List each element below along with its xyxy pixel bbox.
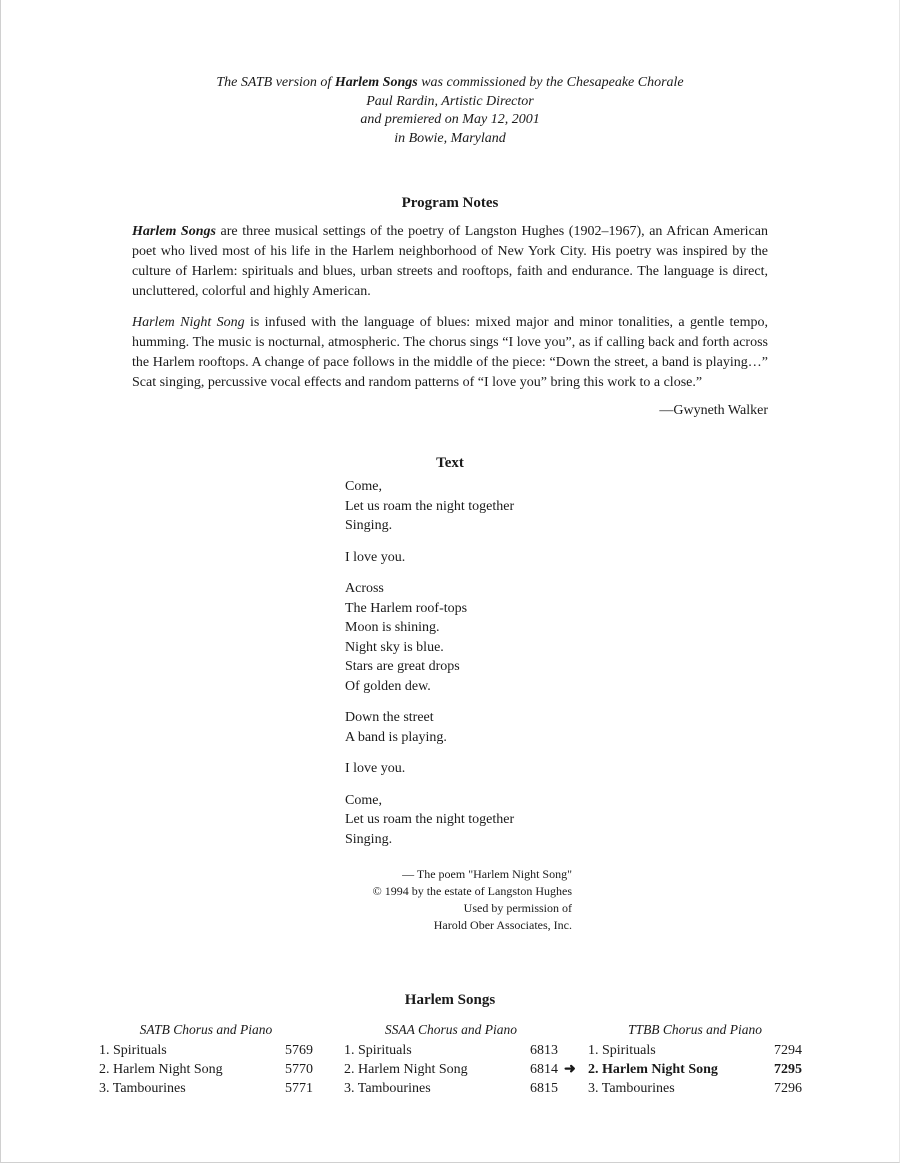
program-notes-paragraph-2: Harlem Night Song is infused with the language of blues: mixed major and minor tonalities, a gentle tempo, humming. The music is nocturnal, atmospheric. The chorus sings “I love you”, as if calling back and forth across the Harlem rooftops. A change of pace follows in the middle of the piece: “Down the street, a band is playing…” Scat singing, percussive vocal effects and random patterns of “I love you” bring this work to a close.” xyxy=(132,315,768,390)
poem-stanza xyxy=(345,791,514,850)
program-notes-paragraph-1: Harlem Songs are three musical settings of the poetry of Langston Hughes (1902–1967), an African American poet who lived most of his life in the Harlem neighborhood of New York City. His poetry was inspired by the culture of Harlem: spirituals and blues, urban streets and rooftops, faith and endurance. The language is direct, uncluttered, colorful and highly American. xyxy=(132,224,768,299)
poem-line: Down the street xyxy=(345,710,434,725)
catalog-number: 6814 xyxy=(530,1062,558,1077)
poem-stanza xyxy=(345,548,514,568)
song-title: 3. Tambourines xyxy=(588,1081,675,1096)
song-title: 1. Spirituals xyxy=(344,1043,412,1058)
column-title: TTBB Chorus and Piano xyxy=(628,1022,762,1037)
catalog-number: 5770 xyxy=(285,1062,313,1077)
catalog-number: 7295 xyxy=(774,1062,802,1077)
poem-line: I love you. xyxy=(345,549,406,565)
poem-line: Night sky is blue. xyxy=(345,639,444,655)
ssaa-column xyxy=(344,1020,558,1098)
poem-line: Across xyxy=(345,581,384,596)
song-title: 1. Spirituals xyxy=(99,1043,167,1058)
satb-column xyxy=(99,1020,313,1098)
poem-line: Let us roam the night together xyxy=(345,498,515,514)
poem xyxy=(345,477,514,861)
column-title: SATB Chorus and Piano xyxy=(139,1022,273,1037)
poem-stanza xyxy=(345,708,514,747)
poem-stanza xyxy=(345,477,514,536)
ttbb-column xyxy=(564,1020,802,1098)
song-row xyxy=(564,1060,802,1079)
song-row xyxy=(344,1041,558,1060)
credit-line: Harold Ober Associates, Inc. xyxy=(433,918,572,932)
catalog-number: 6815 xyxy=(530,1081,558,1096)
poem-stanza xyxy=(345,759,514,779)
song-title: 3. Tambourines xyxy=(344,1081,431,1096)
song-title: 1. Spirituals xyxy=(588,1043,656,1058)
poem-line: Moon is shining. xyxy=(345,620,440,635)
poem-line: Stars are great drops xyxy=(345,659,460,674)
song-title: 3. Tambourines xyxy=(99,1081,186,1096)
song-row xyxy=(588,1041,802,1060)
poem-stanza xyxy=(345,579,514,696)
song-title: 2. Harlem Night Song xyxy=(344,1062,468,1077)
catalog-number: 7296 xyxy=(774,1081,802,1096)
song-row xyxy=(344,1060,558,1079)
program-notes-heading: Program Notes xyxy=(401,195,499,211)
song-row xyxy=(344,1079,558,1098)
credit-line: — The poem "Harlem Night Song" xyxy=(402,867,572,881)
commission-line-1: The SATB version of Harlem Songs was commissioned by the Chesapeake Chorale xyxy=(216,75,684,90)
poem-line: I love you. xyxy=(345,761,406,776)
poem-credit xyxy=(340,866,572,934)
catalog-number: 6813 xyxy=(530,1043,558,1058)
program-notes-signature: —Gwyneth Walker xyxy=(659,403,768,418)
text-heading: Text xyxy=(436,455,464,471)
poem-line: Of golden dew. xyxy=(345,678,431,694)
catalog-number: 5769 xyxy=(285,1043,313,1058)
catalog-number: 7294 xyxy=(774,1043,802,1058)
song-row xyxy=(588,1079,802,1098)
poem-line: The Harlem roof-tops xyxy=(345,600,468,616)
poem-line: A band is playing. xyxy=(345,729,447,745)
poem-line: Singing. xyxy=(345,831,393,847)
song-row xyxy=(99,1079,313,1098)
poem-line: Let us roam the night together xyxy=(345,812,515,827)
catalog-number: 5771 xyxy=(285,1081,313,1096)
poem-line: Come, xyxy=(345,792,382,808)
song-title: 2. Harlem Night Song xyxy=(588,1062,718,1077)
credit-line: Used by permission of xyxy=(463,901,572,915)
credit-line: © 1994 by the estate of Langston Hughes xyxy=(372,884,572,898)
poem-line: Come, xyxy=(345,479,382,494)
commission-line-2: Paul Rardin, Artistic Director xyxy=(366,93,534,109)
song-row xyxy=(99,1041,313,1060)
song-title: 2. Harlem Night Song xyxy=(99,1062,223,1077)
commission-line-3: and premiered on May 12, 2001 xyxy=(360,112,540,127)
commission-line-4: in Bowie, Maryland xyxy=(394,130,506,146)
column-title: SSAA Chorus and Piano xyxy=(384,1022,518,1037)
commission-block xyxy=(0,74,900,148)
arrow-right-icon: ➜ xyxy=(564,1062,576,1077)
song-row xyxy=(99,1060,313,1079)
poem-line: Singing. xyxy=(345,518,393,533)
harlem-songs-heading: Harlem Songs xyxy=(404,992,496,1008)
